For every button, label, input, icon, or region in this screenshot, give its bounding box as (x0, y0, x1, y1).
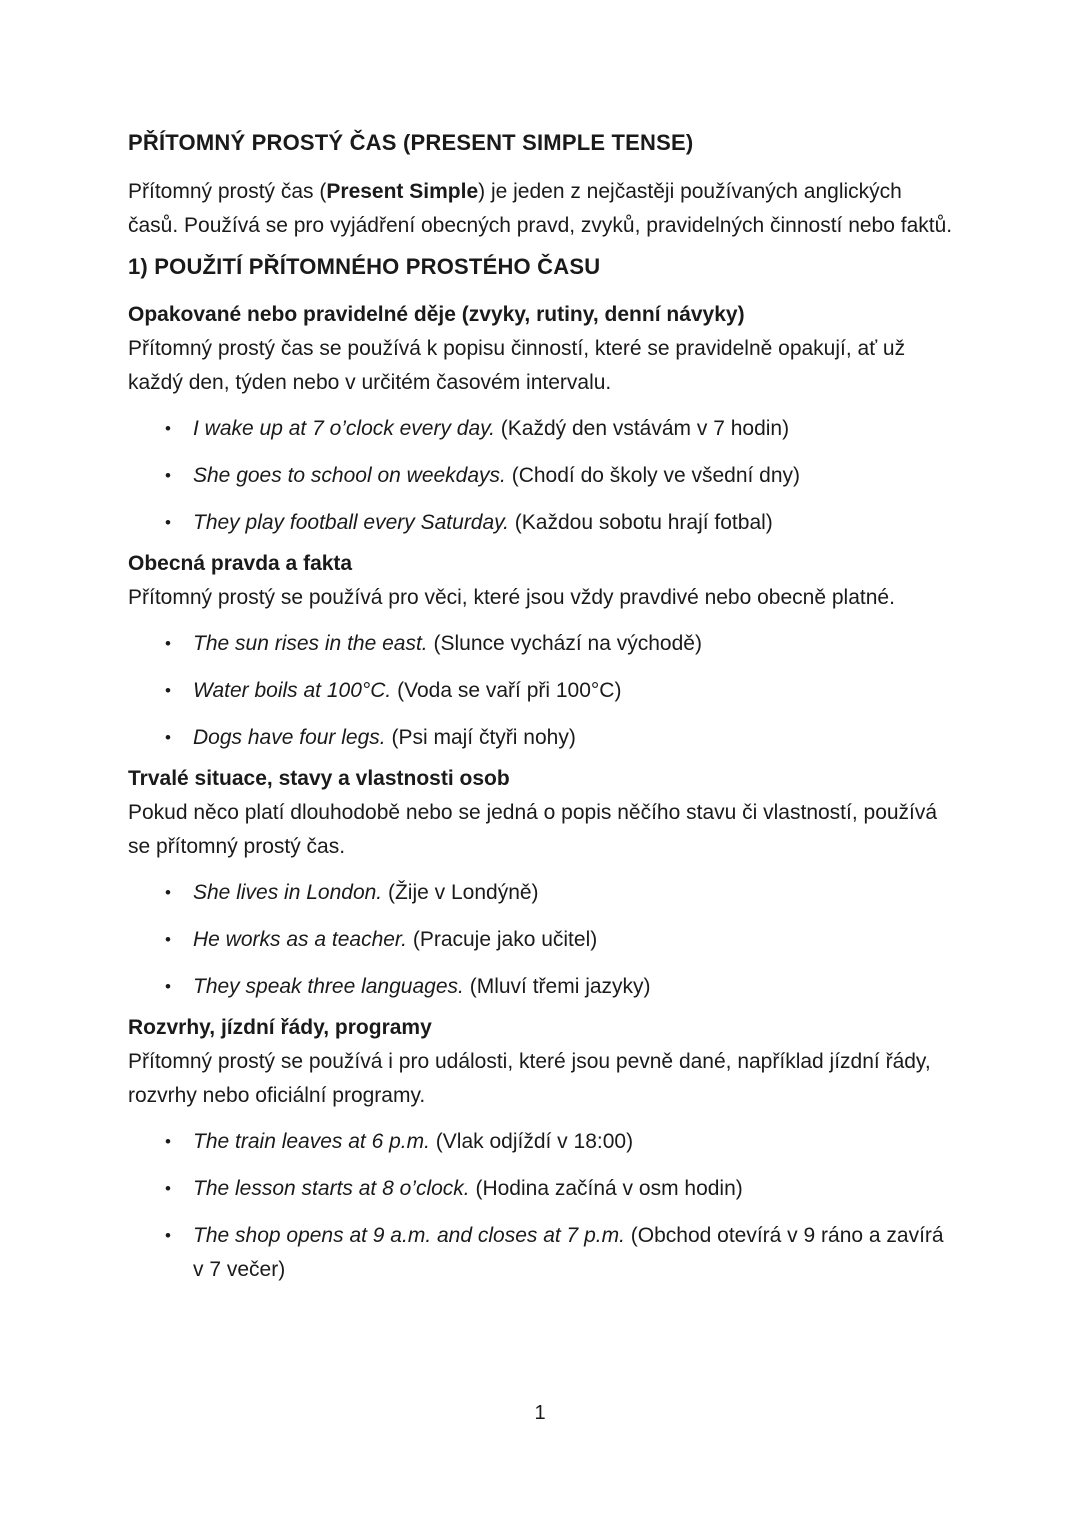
example-english: The sun rises in the east. (193, 632, 428, 655)
intro-text-pre: Přítomný prostý čas ( (128, 180, 327, 203)
example-item (128, 970, 954, 1004)
example-czech: (Žije v Londýně) (387, 881, 539, 904)
subsection-facts (128, 547, 954, 755)
example-czech: (Každou sobotu hrají fotbal) (514, 511, 773, 534)
bullet-icon: • (165, 419, 171, 438)
subsection-habits (128, 298, 954, 540)
bullet-icon: • (165, 1226, 171, 1245)
bullet-icon: • (165, 681, 171, 700)
bullet-icon: • (165, 930, 171, 949)
bullet-icon: • (165, 634, 171, 653)
subsection-heading: Rozvrhy, jízdní řády, programy (128, 1016, 432, 1039)
example-item (128, 459, 954, 493)
subsection-heading: Opakované nebo pravidelné děje (zvyky, rutiny, denní návyky) (128, 303, 745, 326)
example-czech: (Hodina začíná v osm hodin) (475, 1177, 743, 1200)
section-1-heading: 1) POUŽITÍ PŘÍTOMNÉHO PROSTÉHO ČASU (128, 254, 601, 279)
example-item (128, 1172, 954, 1206)
example-czech: (Mluví třemi jazyky) (469, 975, 651, 998)
example-english: Dogs have four legs. (193, 726, 386, 749)
bullet-icon: • (165, 728, 171, 747)
example-czech: (Slunce vychází na východě) (433, 632, 702, 655)
example-item (128, 412, 954, 446)
subsection-schedules (128, 1011, 954, 1287)
example-english: The shop opens at 9 a.m. and closes at 7 p.m. (193, 1224, 625, 1247)
bullet-icon: • (165, 977, 171, 996)
example-czech: (Psi mají čtyři nohy) (391, 726, 576, 749)
example-english: Water boils at 100°C. (193, 679, 392, 702)
example-english: The train leaves at 6 p.m. (193, 1130, 430, 1153)
bullet-icon: • (165, 513, 171, 532)
page-number: 1 (534, 1402, 546, 1424)
example-czech: (Chodí do školy ve všední dny) (511, 464, 801, 487)
example-english: They play football every Saturday. (193, 511, 509, 534)
example-list (128, 627, 954, 755)
example-item (128, 721, 954, 755)
example-czech: (Vlak odjíždí v 18:00) (435, 1130, 634, 1153)
document-title: PŘÍTOMNÝ PROSTÝ ČAS (PRESENT SIMPLE TENSE) (128, 130, 694, 155)
example-list (128, 1125, 954, 1287)
example-item (128, 1219, 954, 1287)
example-item (128, 674, 954, 708)
example-czech: (Obchod otevírá v 9 ráno a zavírá v 7 večer) (193, 1224, 944, 1281)
bullet-icon: • (165, 883, 171, 902)
example-czech: (Každý den vstávám v 7 hodin) (500, 417, 790, 440)
bullet-icon: • (165, 1132, 171, 1151)
subsection-heading: Trvalé situace, stavy a vlastnosti osob (128, 767, 510, 790)
example-english: The lesson starts at 8 o’clock. (193, 1177, 470, 1200)
example-english: They speak three languages. (193, 975, 464, 998)
example-list (128, 412, 954, 540)
example-item (128, 506, 954, 540)
subsection-heading: Obecná pravda a fakta (128, 552, 353, 575)
example-item (128, 923, 954, 957)
subsection-body: Pokud něco platí dlouhodobě nebo se jedná o popis něčího stavu či vlastností, používá se přítomný prostý čas. (128, 801, 938, 858)
bullet-icon: • (165, 466, 171, 485)
example-english: She goes to school on weekdays. (193, 464, 506, 487)
subsection-body: Přítomný prostý čas se používá k popisu činností, které se pravidelně opakují, ať už každý den, týden nebo v určitém časovém intervalu. (128, 337, 906, 394)
bullet-icon: • (165, 1179, 171, 1198)
intro-text-bold: Present Simple (326, 180, 479, 203)
example-english: She lives in London. (193, 881, 383, 904)
intro-text-post: ) je jeden z nejčastěji používaných anglických časů. Používá se pro vyjádření obecných pravd, zvyků, pravidelných činností nebo faktů. (128, 180, 953, 237)
subsection-body: Přítomný prostý se používá pro věci, které jsou vždy pravdivé nebo obecně platné. (128, 586, 895, 609)
example-item (128, 876, 954, 910)
subsection-body: Přítomný prostý se používá i pro události, které jsou pevně dané, například jízdní řády, rozvrhy nebo oficiální programy. (128, 1050, 931, 1107)
example-list (128, 876, 954, 1004)
example-item (128, 1125, 954, 1159)
example-czech: (Pracuje jako učitel) (412, 928, 598, 951)
subsection-states (128, 762, 954, 1004)
intro-paragraph (128, 175, 954, 243)
document-content (128, 130, 954, 1294)
example-english: I wake up at 7 o’clock every day. (193, 417, 495, 440)
example-czech: (Voda se vaří při 100°C) (397, 679, 622, 702)
example-item (128, 627, 954, 661)
example-english: He works as a teacher. (193, 928, 407, 951)
